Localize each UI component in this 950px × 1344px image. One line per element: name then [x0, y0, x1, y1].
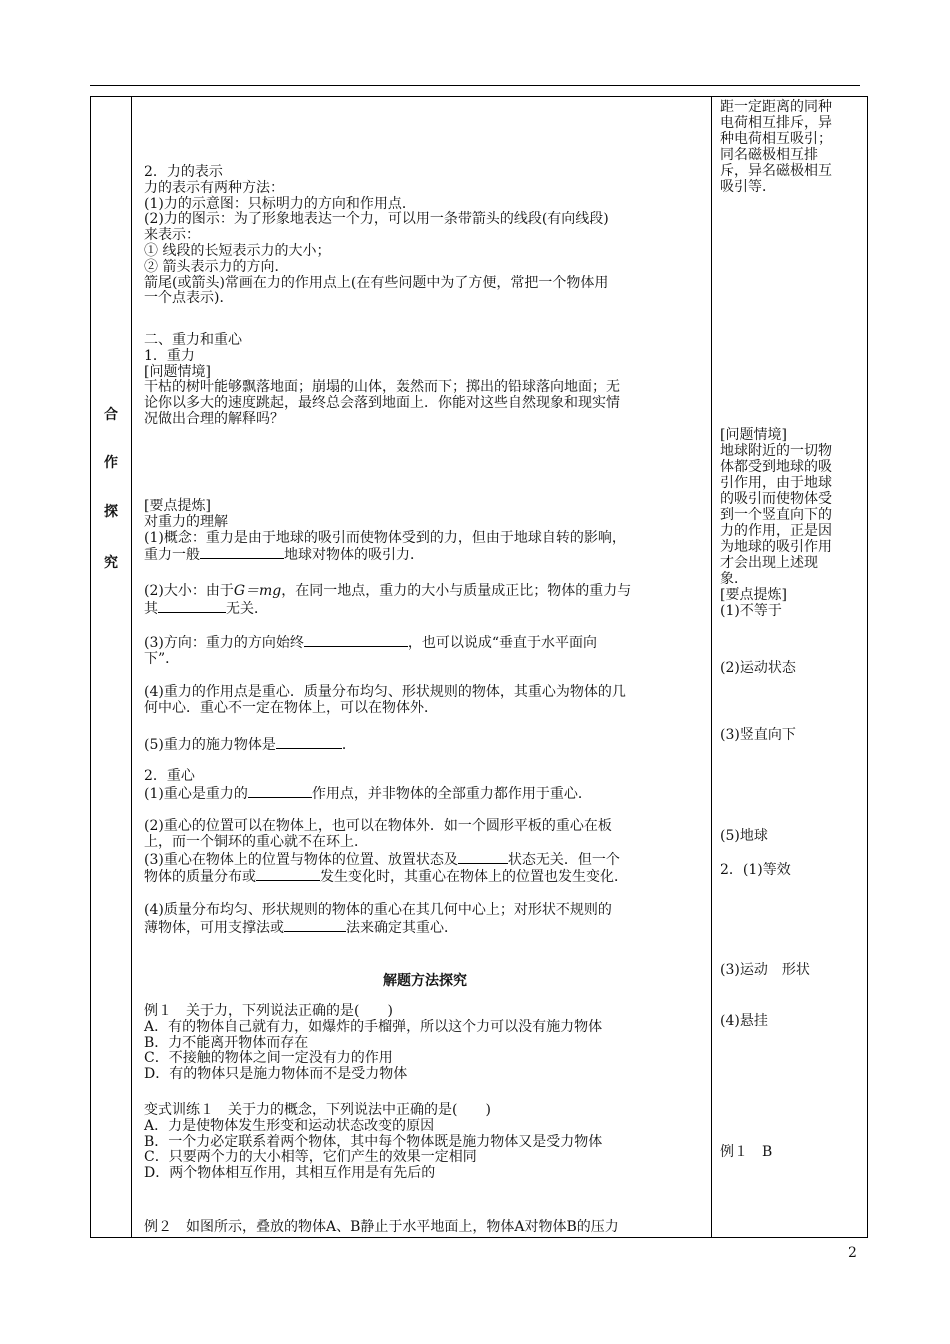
note-line: 电荷相互排斥，异 — [720, 115, 832, 131]
gravity-direction-item — [144, 634, 706, 668]
gravity-size-item — [144, 584, 706, 618]
side-label-char: 探 — [104, 504, 118, 520]
gravity-intro-block — [144, 333, 706, 428]
text-line: ② 箭头表示力的方向． — [144, 258, 289, 275]
variant-exercise-1 — [144, 1103, 706, 1182]
answer-note: (4)悬挂 — [720, 1013, 768, 1029]
fill-blank — [256, 868, 320, 881]
side-label-char: 合 — [104, 407, 118, 423]
fill-blank — [284, 919, 346, 932]
option-d: D．两个物体相互作用，其相互作用是有先后的 — [144, 1165, 436, 1182]
note-line: (1)不等于 — [720, 603, 782, 619]
example-2 — [144, 1220, 706, 1236]
fill-blank — [276, 736, 342, 749]
note-line: 斥，异名磁极相互 — [720, 163, 832, 179]
text-line: 其 无关． — [144, 600, 268, 617]
key-points-block — [144, 499, 706, 564]
text-line: 下”． — [144, 650, 180, 667]
note-line: 力的作用，正是因 — [720, 523, 832, 539]
note-line: 的吸引而使物体受 — [720, 491, 832, 507]
text-line: 力的表示有两种方法： — [144, 179, 284, 196]
fill-blank — [304, 634, 408, 647]
text-line: 2．力的表示 — [144, 164, 223, 180]
text-line: (4)重力的作用点是重心．质量分布均匀、形状规则的物体，其重心为物体的几 — [144, 684, 626, 700]
text-line: (3)重心在物体上的位置与物体的位置、放置状态及 状态无关．但一个 — [144, 851, 620, 868]
text-line: 物体的质量分布或 发生变化时，其重心在物体上的位置也发生变化． — [144, 869, 628, 886]
text-line: 箭尾(或箭头)常画在力的作用点上(在有些问题中为了方便，常把一个物体用 — [144, 274, 609, 291]
fill-blank — [458, 851, 508, 864]
text-line: (3)方向：重力的方向始终 ，也可以说成“垂直于水平面向 — [144, 635, 598, 651]
text-line: 一个点表示)． — [144, 290, 234, 307]
answer-note: 例１ B — [720, 1144, 773, 1160]
column-divider — [131, 97, 132, 1237]
gravity-source-item — [144, 736, 706, 754]
centroid-block — [144, 769, 706, 803]
note-line: 引作用，由于地球 — [720, 475, 832, 491]
centroid-method-item — [144, 903, 706, 937]
force-representation-block — [144, 165, 706, 307]
section-heading: 2．重心 — [144, 768, 195, 784]
option-b: B．力不能离开物体而存在 — [144, 1034, 309, 1051]
answer-note: 2．(1)等效 — [720, 862, 791, 878]
note-line: 象． — [720, 571, 748, 587]
text-line: (1)概念：重力是由于地球的吸引而使物体受到的力，但由于地球自转的影响， — [144, 529, 626, 546]
side-label-char: 作 — [104, 455, 118, 471]
text-line: 何中心．重心不一定在物体上，可以在物体外． — [144, 699, 438, 716]
column-divider — [711, 97, 712, 1237]
option-a: A．力是使物体发生形变和运动状态改变的原因 — [144, 1117, 435, 1134]
text-line: [要点提炼] — [144, 498, 211, 514]
answer-note: (5)地球 — [720, 828, 768, 844]
example-1 — [144, 1004, 706, 1083]
answer-note-block — [720, 427, 862, 619]
text-line: (2)重心的位置可以在物体上，也可以在物体外．如一个圆形平板的重心在板 — [144, 818, 612, 834]
text-line: (4)质量分布均匀、形状规则的物体的重心在其几何中心上；对形状不规则的 — [144, 902, 612, 918]
header-rule — [90, 85, 860, 86]
note-line: 体都受到地球的吸 — [720, 459, 832, 475]
section-title: 解题方法探究 — [383, 973, 467, 989]
text-line: 来表示： — [144, 227, 200, 244]
answer-note: (3)竖直向下 — [720, 727, 796, 743]
note-line: 同名磁极相互排 — [720, 147, 818, 163]
note-line: [问题情境] — [720, 427, 787, 443]
text-line: ① 线段的长短表示力的大小； — [144, 242, 331, 259]
text-line: 况做出合理的解释吗？ — [144, 410, 284, 427]
answer-note-block — [720, 99, 862, 195]
side-label-char: 究 — [104, 555, 118, 571]
note-line: 距一定距离的同种 — [720, 99, 832, 115]
lesson-table — [90, 96, 868, 1238]
question-stem: 例１ 关于力，下列说法正确的是( ) — [144, 1003, 393, 1019]
note-line: 种电荷相互吸引； — [720, 131, 832, 147]
option-c: C．不接触的物体之间一定没有力的作用 — [144, 1050, 393, 1067]
option-d: D．有的物体只是施力物体而不是受力物体 — [144, 1066, 408, 1083]
question-stem: 变式训练１ 关于力的概念，下列说法中正确的是( ) — [144, 1102, 491, 1118]
text-line: (1)重心是重力的 作用点，并非物体的全部重力都作用于重心． — [144, 785, 592, 802]
option-c: C．只要两个力的大小相等，它们产生的效果一定相同 — [144, 1149, 477, 1166]
fill-blank — [158, 600, 226, 613]
section-heading: 二、重力和重心 — [144, 332, 242, 348]
answer-note: (2)运动状态 — [720, 660, 796, 676]
question-stem: 例２ 如图所示，叠放的物体A、B静止于水平地面上，物体A对物体B的压力 — [144, 1219, 619, 1235]
text-line: (5)重力的施力物体是 ． — [144, 737, 356, 753]
option-a: A．有的物体自己就有力，如爆炸的手榴弹，所以这个力可以没有施力物体 — [144, 1018, 603, 1035]
text-line: 干枯的树叶能够飘落地面；崩塌的山体，轰然而下；掷出的铅球落向地面；无 — [144, 379, 620, 396]
note-line: 到一个竖直向下的 — [720, 507, 832, 523]
note-line: 为地球的吸引作用 — [720, 539, 832, 555]
text-line: 对重力的理解 — [144, 513, 228, 530]
text-line: (1)力的示意图：只标明力的方向和作用点． — [144, 195, 416, 212]
note-line: 吸引等． — [720, 179, 776, 195]
centroid-position-item — [144, 819, 706, 886]
text-line: 1．重力 — [144, 347, 195, 364]
note-line: 地球附近的一切物 — [720, 443, 832, 459]
page-number: 2 — [848, 1245, 857, 1261]
fill-blank — [200, 546, 284, 559]
text-line: [问题情境] — [144, 363, 211, 380]
formula: G＝mg — [233, 583, 282, 599]
text-line: 重力一般 地球对物体的吸引力． — [144, 547, 424, 564]
text-line: 论你以多大的速度跳起，最终总会落到地面上．你能对这些自然现象和现实情 — [144, 395, 620, 412]
text-line: 薄物体，可用支撑法或 法来确定其重心． — [144, 919, 458, 936]
center-of-gravity-item — [144, 685, 706, 717]
option-b: B．一个力必定联系着两个物体，其中每个物体既是施力物体又是受力物体 — [144, 1133, 603, 1150]
answer-note: (3)运动 形状 — [720, 962, 810, 978]
text-line: (2)力的图示：为了形象地表达一个力，可以用一条带箭头的线段(有向线段) — [144, 211, 609, 228]
fill-blank — [248, 785, 312, 798]
text-line: 上，而一个铜环的重心就不在环上． — [144, 833, 368, 850]
text-line: (2)大小：由于G＝mg，在同一地点，重力的大小与质量成正比；物体的重力与 — [144, 583, 632, 599]
note-line: [要点提炼] — [720, 587, 787, 603]
note-line: 才会出现上述现 — [720, 555, 818, 571]
